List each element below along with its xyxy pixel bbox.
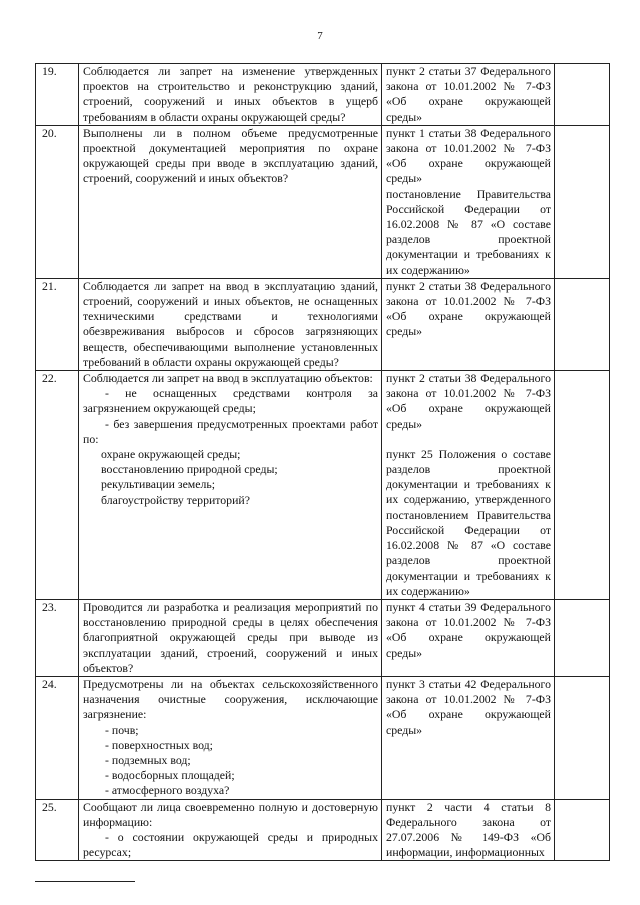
reference-cell [382, 676, 555, 799]
answer-cell[interactable] [555, 799, 610, 861]
answer-cell[interactable] [555, 676, 610, 799]
table-row [36, 371, 610, 600]
table-row [36, 599, 610, 676]
row-number: 24. [36, 676, 79, 799]
question-cell [79, 799, 382, 861]
question-cell [79, 599, 382, 676]
question-cell [79, 64, 382, 126]
question-text: Предусмотрены ли на объектах сельскохозяйственного назначения очистные сооружения, исключающие загрязнение: [83, 676, 378, 722]
reference-text: пункт 2 статьи 38 Федерального закона от 10.01.2002 № 7-ФЗ «Об охране окружающей среды» [386, 371, 551, 431]
answer-cell[interactable] [555, 599, 610, 676]
reference-cell [382, 799, 555, 861]
question-item: - о состоянии окружающей среды и природных ресурсах; [83, 829, 378, 860]
question-item: - атмосферного воздуха? [105, 783, 230, 798]
reference-text: пункт 2 части 4 статьи 8 Федерального закона от 27.07.2006 № 149-ФЗ «Об информации, информационных [386, 799, 551, 860]
question-item: - почв; [105, 722, 139, 737]
question-subitem: благоустройству территорий? [101, 492, 250, 507]
question-subitem: охране окружающей среды; [101, 447, 241, 462]
row-number: 23. [36, 599, 79, 676]
row-number: 21. [36, 278, 79, 370]
reference-text: пункт 2 статьи 38 Федерального закона от 10.01.2002 № 7-ФЗ «Об охране окружающей среды» [386, 278, 551, 339]
table-row [36, 676, 610, 799]
row-number: 25. [36, 799, 79, 861]
reference-cell [382, 371, 555, 600]
row-number: 22. [36, 371, 79, 600]
answer-cell[interactable] [555, 64, 610, 126]
answer-cell[interactable] [555, 125, 610, 278]
table-row [36, 125, 610, 278]
reference-text: постановление Правительства Российской Федерации от 16.02.2008 № 87 «О составе разделов проектной документации и требованиях к их содержанию» [386, 186, 551, 277]
question-text: Выполнены ли в полном объеме предусмотренные проектной документацией мероприятия по охране окружающей среды при вводе в эксплуатацию зданий, строений, сооружений и иных объектов? [83, 125, 378, 186]
footnote-divider [35, 881, 135, 882]
question-item: - без завершения предусмотренных проектами работ по: [83, 416, 378, 446]
table-row [36, 64, 610, 126]
table-row [36, 278, 610, 370]
question-item: - водосборных площадей; [105, 768, 235, 783]
question-cell [79, 125, 382, 278]
checklist-table [35, 63, 610, 861]
answer-cell[interactable] [555, 278, 610, 370]
question-item: - подземных вод; [105, 752, 191, 767]
reference-cell [382, 278, 555, 370]
answer-cell[interactable] [555, 371, 610, 600]
row-number: 20. [36, 125, 79, 278]
reference-text: пункт 2 статьи 37 Федерального закона от 10.01.2002 № 7-ФЗ «Об охране окружающей среды» [386, 64, 551, 124]
reference-text: пункт 4 статьи 39 Федерального закона от 10.01.2002 № 7-ФЗ «Об охране окружающей среды» [386, 599, 551, 660]
reference-text: пункт 1 статьи 38 Федерального закона от 10.01.2002 № 7-ФЗ «Об охране окружающей среды» [386, 125, 551, 186]
reference-text: пункт 25 Положения о составе разделов проектной документации и требованиях к их содержанию, утвержденного постановлением Правительства Российской Федерации от 16.02.2008 № 87 «О составе разделов проектной документации и требованиях к их содержанию» [386, 446, 551, 598]
question-text: Соблюдается ли запрет на изменение утвержденных проектов на строительство и реконструкцию зданий, строений, сооружений и иных объектов в ущерб требованиям в области охраны окружающей среды? [83, 64, 378, 124]
spacer [386, 432, 551, 447]
question-subitem: восстановлению природной среды; [101, 462, 278, 477]
question-subitem: рекультивации земель; [101, 477, 216, 492]
reference-cell [382, 599, 555, 676]
question-cell [79, 278, 382, 370]
question-item: - поверхностных вод; [105, 737, 213, 752]
row-number: 19. [36, 64, 79, 126]
table-row [36, 799, 610, 861]
question-text: Соблюдается ли запрет на ввод в эксплуатацию зданий, строений, сооружений и иных объектов, не оснащенных техническими средствами и технологиями обезвреживания выбросов и сбросов загрязняющих веществ, обеспечивающими выполнение установленных требований в области охраны окружающей среды? [83, 278, 378, 369]
reference-cell [382, 64, 555, 126]
question-cell [79, 371, 382, 600]
reference-cell [382, 125, 555, 278]
question-text: Сообщают ли лица своевременно полную и достоверную информацию: [83, 799, 378, 829]
page-number: 7 [317, 30, 323, 42]
question-text: Соблюдается ли запрет на ввод в эксплуатацию объектов: [83, 371, 373, 386]
question-text: Проводится ли разработка и реализация мероприятий по восстановлению природной среды в целях обеспечения благоприятной окружающей среды при выводе из эксплуатации зданий, строений, сооружений и иных объектов? [83, 599, 378, 675]
question-cell [79, 676, 382, 799]
question-item: - не оснащенных средствами контроля за загрязнением окружающей среды; [83, 386, 378, 416]
reference-text: пункт 3 статьи 42 Федерального закона от 10.01.2002 № 7-ФЗ «Об охране окружающей среды» [386, 676, 551, 737]
